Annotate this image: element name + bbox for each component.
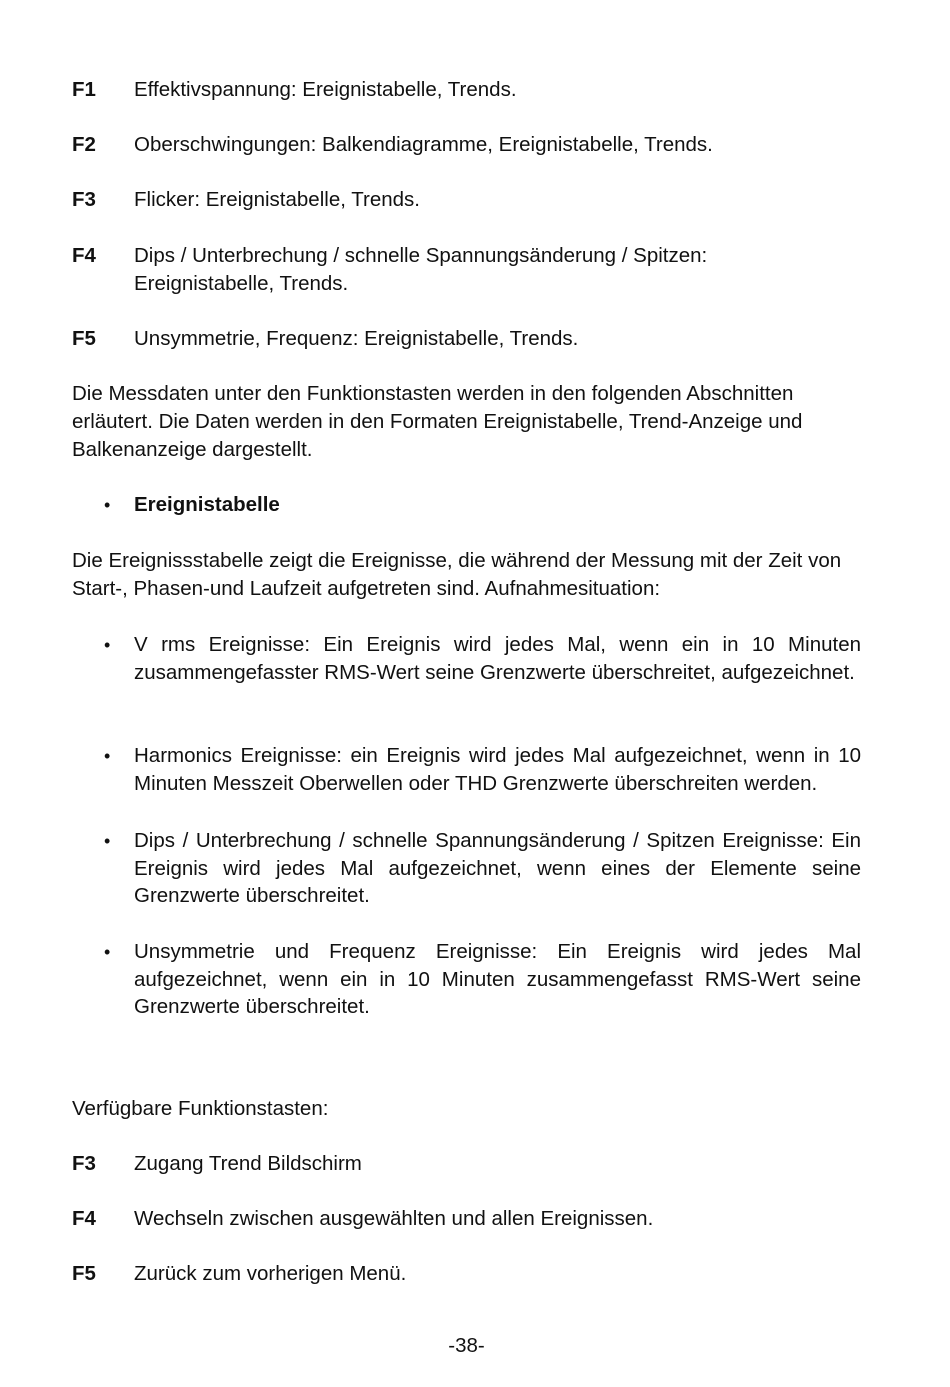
paragraph-line: Die Ereignissstabelle zeigt die Ereignisse, die während der Messung mit der Zeit von [72, 549, 842, 572]
bullet-icon: • [104, 746, 111, 766]
bullet-icon: • [104, 831, 111, 851]
bullet-text: Unsymmetrie und Frequenz Ereignisse: Ein Ereignis wird jedes Mal aufgezeichnet, wenn ein in 10 Minuten zusammengefasst RMS-Wert seine Grenzwerte überschreitet. [134, 940, 861, 1019]
function-key-description: Unsymmetrie, Frequenz: Ereignistabelle, Trends. [134, 327, 579, 350]
function-key-label: F5 [72, 1262, 96, 1285]
function-key-label: F2 [72, 133, 96, 156]
function-key-description: Flicker: Ereignistabelle, Trends. [134, 188, 420, 211]
page-number: -38- [448, 1334, 485, 1357]
function-key-description: Zugang Trend Bildschirm [134, 1152, 362, 1175]
function-key-description-continued: Ereignistabelle, Trends. [134, 272, 349, 295]
function-key-description: Effektivspannung: Ereignistabelle, Trends. [134, 78, 517, 101]
bullet-text: V rms Ereignisse: Ein Ereignis wird jedes Mal, wenn ein in 10 Minuten zusammengefasster RMS-Wert seine Grenzwerte überschreitet, aufgezeichnet. [134, 633, 861, 684]
function-key-description: Wechseln zwischen ausgewählten und allen Ereignissen. [134, 1207, 654, 1230]
function-key-label: F1 [72, 78, 96, 101]
section-title: Ereignistabelle [134, 493, 280, 516]
available-keys-label: Verfügbare Funktionstasten: [72, 1097, 329, 1120]
bullet-text: Harmonics Ereignisse: ein Ereignis wird jedes Mal aufgezeichnet, wenn in 10 Minuten Messzeit Oberwellen oder THD Grenzwerte überschreiten werden. [134, 744, 861, 795]
function-key-label: F4 [72, 1207, 96, 1230]
bullet-icon: • [104, 942, 111, 962]
function-key-label: F3 [72, 1152, 96, 1175]
function-key-label: F5 [72, 327, 96, 350]
function-key-description: Zurück zum vorherigen Menü. [134, 1262, 407, 1285]
function-key-description: Dips / Unterbrechung / schnelle Spannungsänderung / Spitzen: [134, 244, 708, 267]
function-key-description: Oberschwingungen: Balkendiagramme, Ereignistabelle, Trends. [134, 133, 713, 156]
paragraph-line: Die Messdaten unter den Funktionstasten werden in den folgenden Abschnitten [72, 382, 794, 405]
bullet-text: Dips / Unterbrechung / schnelle Spannungsänderung / Spitzen Ereignisse: Ein Ereignis wird jedes Mal aufgezeichnet, wenn eines der Elemente seine Grenzwerte überschreitet. [134, 829, 861, 908]
paragraph-line: erläutert. Die Daten werden in den Formaten Ereignistabelle, Trend-Anzeige und [72, 410, 803, 433]
bullet-icon: • [104, 495, 111, 515]
paragraph-line: Balkenanzeige dargestellt. [72, 438, 313, 461]
document-page [72, 0, 861, 1387]
bullet-icon: • [104, 635, 111, 655]
function-key-label: F4 [72, 244, 96, 267]
paragraph-line: Start-, Phasen-und Laufzeit aufgetreten sind. Aufnahmesituation: [72, 577, 661, 600]
function-key-label: F3 [72, 188, 96, 211]
